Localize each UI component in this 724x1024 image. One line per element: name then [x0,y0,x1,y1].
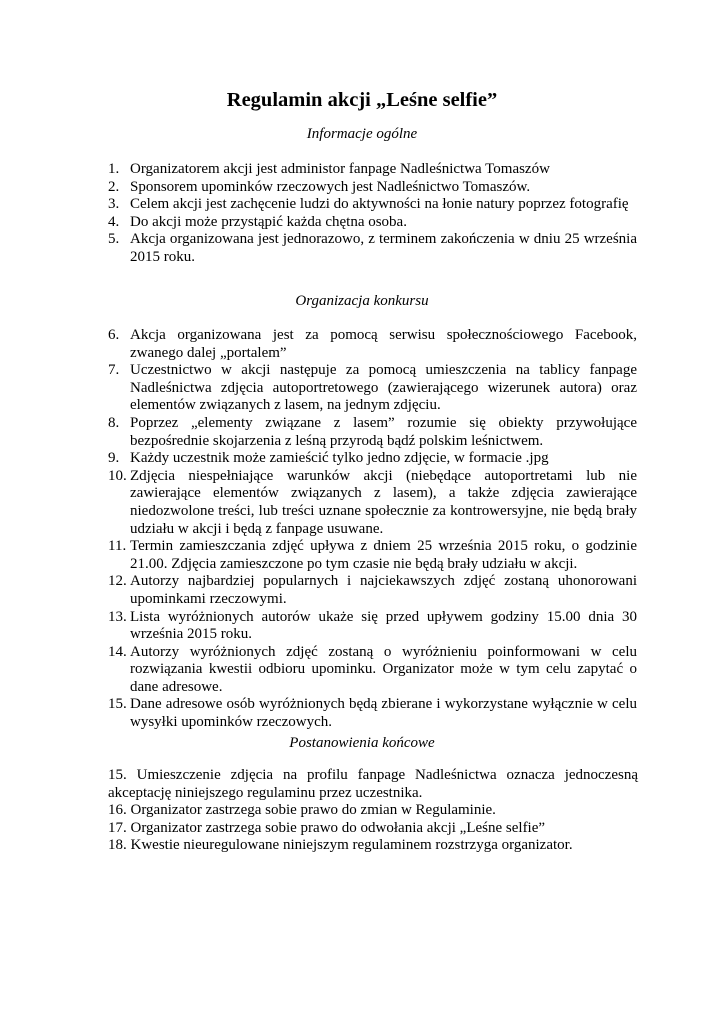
list-item [0,468,724,538]
item-text: Akcja organizowana jest za pomocą serwisu społecznościowego Facebook, zwanego dalej „portalem” [130,327,637,361]
section-heading-general: Informacje ogólne [306,126,418,142]
item-text: Autorzy wyróżnionych zdjęć zostaną o wyróżnieniu poinformowani w celu rozwiązania kwestii odbioru upominku. Organizator może w tym celu zapytać o dane adresowe. [130,643,637,695]
item-number: 1. [108,161,120,177]
item-text: Sponsorem upominków rzeczowych jest Nadleśnictwo Tomaszów. [130,178,531,195]
item-number: 11. [108,538,127,555]
item-text: Dane adresowe osób wyróżnionych będą zbierane i wykorzystane wyłącznie w celu wysyłki upominków rzeczowych. [130,696,637,731]
list-item [0,644,724,697]
list-item [0,609,724,644]
list-item [0,573,724,608]
list-item: 18. Kwestie nieuregulowane niniejszym regulaminem rozstrzyga organizator. [108,837,573,854]
list-item [0,696,724,731]
list-item [0,362,724,415]
item-text: Uczestnictwo w akcji następuje za pomocą umieszczenia na tablicy fanpage Nadleśnictwa zdjęcia autoportretowego (zawierającego wizerunek autora) oraz elementów związanych z lasem, na jednym zdjęciu. [130,362,637,414]
item-number: 6. [108,327,120,343]
list-item: 15. Umieszczenie zdjęcia na profilu fanpage Nadleśnictwa oznacza jednoczesną akceptację niniejszego regulaminu przez uczestnika. [108,767,638,801]
item-number: 13. [108,608,127,625]
item-number: 14. [108,643,127,660]
section-heading-organization: Organizacja konkursu [295,293,429,309]
list-general [0,161,724,267]
item-text: Termin zamieszczania zdjęć upływa z dniem 25 września 2015 roku, o godzinie 21.00. Zdjęcia zamieszczone po tym czasie nie będą brały udziału w akcji. [130,538,637,572]
list-item [0,179,724,197]
list-item: 17. Organizator zastrzega sobie prawo do odwołania akcji „Leśne selfie” [108,819,546,836]
item-text: Lista wyróżnionych autorów ukaże się przed upływem godziny 15.00 dnia 30 września 2015 roku. [130,608,637,643]
item-number: 8. [108,414,120,431]
list-item [0,214,724,232]
list-item [0,231,724,266]
item-number: 15. [108,696,127,713]
item-text: Zdjęcia niespełniające warunków akcji (niebędące autoportretami lub nie zawierające elementów związanych z lasem), a także zdjęcia zawierające niedozwolone treści, lub treści uznane społecznie za kontrowersyjne, nie będą brały udziału w akcji i będą z fanpage usuwane. [130,467,637,537]
item-number: 2. [108,178,120,195]
list-organization [0,327,724,732]
item-number: 5. [108,231,120,248]
list-item [0,327,724,362]
section-heading-final: Postanowienia końcowe [289,735,435,751]
document-title: Regulamin akcji „Leśne selfie” [226,89,498,111]
item-text: Do akcji może przystąpić każda chętna osoba. [130,213,407,230]
item-number: 3. [108,196,120,213]
item-text: Akcja organizowana jest jednorazowo, z terminem zakończenia w dniu 25 września 2015 roku. [130,231,637,265]
list-item [0,538,724,573]
item-text: Organizatorem akcji jest administor fanpage Nadleśnictwa Tomaszów [130,161,550,177]
list-item: 16. Organizator zastrzega sobie prawo do zmian w Regulaminie. [108,802,496,819]
list-item [0,415,724,450]
item-text: Każdy uczestnik może zamieścić tylko jedno zdjęcie, w formacie .jpg [130,450,549,467]
item-number: 10. [108,467,127,484]
list-item [0,450,724,468]
item-text: Poprzez „elementy związane z lasem” rozumie się obiekty przywołujące bezpośrednie skojarzenia z leśną przyrodą bądź polskim leśnictwem. [130,414,637,449]
item-number: 12. [108,573,127,590]
item-text: Autorzy najbardziej popularnych i najciekawszych zdjęć zostaną uhonorowani upominkami rzeczowymi. [130,573,637,607]
item-number: 9. [108,450,120,467]
item-number: 7. [108,362,120,379]
list-item [0,161,724,179]
list-item [0,196,724,214]
list-final [108,767,638,855]
item-number: 4. [108,213,120,230]
item-text: Celem akcji jest zachęcenie ludzi do aktywności na łonie natury poprzez fotografię [130,196,629,213]
